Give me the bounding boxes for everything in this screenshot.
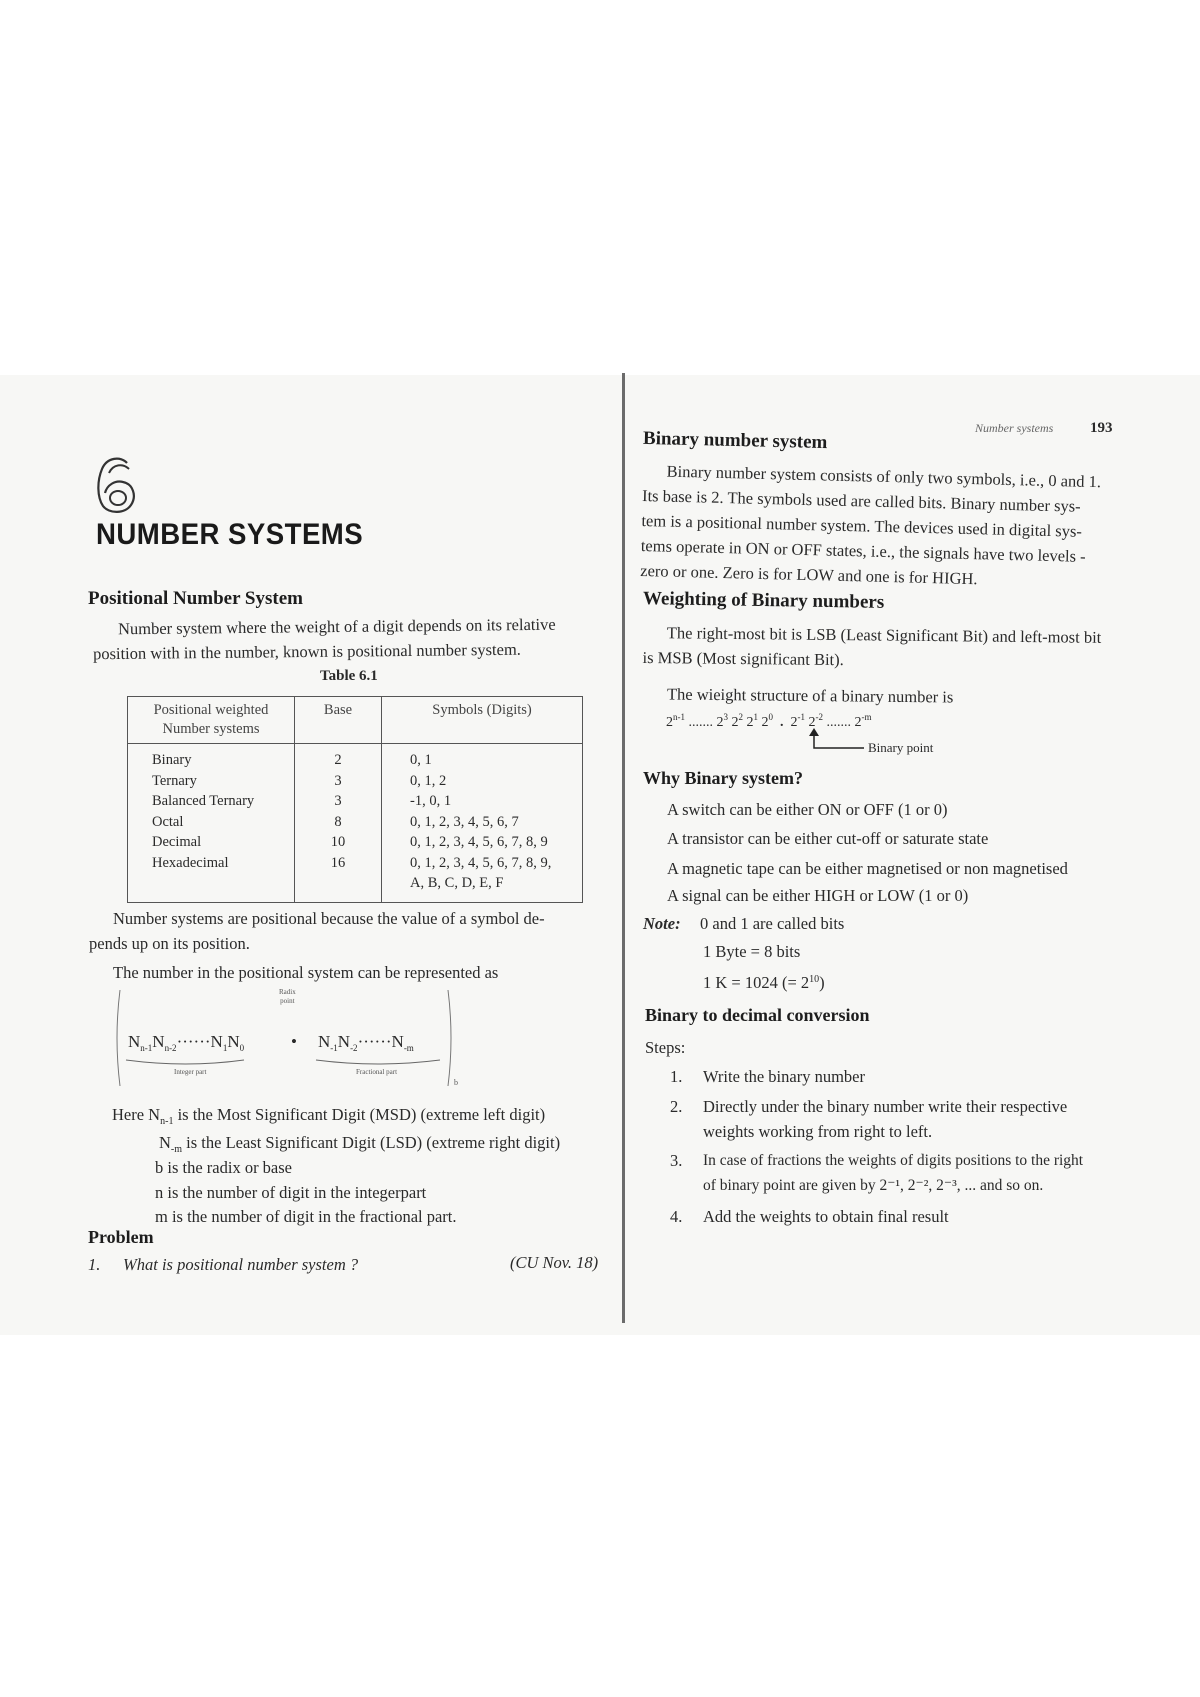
table-cell: Ternary [152,772,197,789]
table-cell: Hexadecimal [152,854,229,871]
binary-line: zero or one. Zero is for LOW and one is for HIGH. [640,560,978,589]
chapter-number-outline [93,455,139,515]
page-number: 193 [1090,420,1113,436]
problem-heading: Problem [88,1227,154,1247]
para3: The number in the positional system can be represented as [113,963,499,982]
intro-line-2: position with in the number, known is positional number system. [92,639,521,664]
radix-point-dot: • [291,1032,297,1051]
binary-point-label: Binary point [868,740,934,755]
steps-list: 1. Write the binary number 2. Directly under the binary number write their respective weights working from right to left. 3. In case of fractions the weights of digits positions to the right of binary point are given by 2⁻¹, 2⁻², 2⁻³, ... and so on. 4. Add the weights to obtain final result [670,1067,1084,1226]
binary-paragraph [640,458,1123,595]
weight-structure-text: The wieight structure of a binary number is [666,684,954,707]
table-cell: 0, 1, 2 [410,772,447,789]
why-line: A magnetic tape can be either magnetised or non magnetised [667,859,1068,878]
steps-label: Steps: [645,1038,686,1057]
table-cell: 3 [334,772,342,789]
table-header-systems: Positional weighted Number systems [128,697,295,744]
chapter-title: NUMBER SYSTEMS [96,518,364,551]
why-binary-heading: Why Binary system? [643,768,804,788]
page-gutter [622,373,625,1323]
problem-1-text: What is positional number system ? [123,1255,359,1274]
table-cell [152,873,286,894]
intro-line-1: Number system where the weight of a digit depends on its relative [117,614,556,639]
table-cell: 0, 1 [410,752,432,768]
weighting-line: The right-most bit is LSB (Least Significant Bit) and left-most bit [666,623,1102,647]
base-subscript: b [454,1078,458,1087]
why-line: A transistor can be either cut-off or saturate state [667,829,989,848]
binary-point-arrow [806,726,866,756]
weight-structure-formula: 2$^{n-1}$ ....... $2^3$ $2^2$ $2^1$ $2^0$ . $2^{-1}$ $2^{-2}$ ....... $2^{-m}$ [666,712,872,730]
problem-1-number: 1. [88,1255,101,1274]
point-label: point [280,997,295,1005]
integer-digits: $N_{n-1}N_{n-2}\cdot\cdot\cdot\cdot\cdot\cdot N_1N_0$ [128,1032,245,1053]
problem-1-reference: (CU Nov. 18) [510,1253,599,1272]
why-line: A signal can be either HIGH or LOW (1 or 0) [667,886,969,905]
note-line: 0 and 1 are called bits [700,914,845,933]
binary-line: Binary number system consists of only two symbols, i.e., 0 and 1. [666,461,1102,492]
here-n: n is the number of digit in the integerpart [155,1183,427,1202]
table-caption: Table 6.1 [320,668,378,684]
here-lsd: $N_{-m}$ is the Least Significant Digit (LSD) (extreme right digit) [159,1133,561,1155]
table-header-symbols: Symbols (Digits) [382,697,583,744]
weighting-line: is MSB (Most significant Bit). [642,647,844,670]
table-cell: A, B, C, D, E, F [410,875,504,891]
section-heading-positional: Positional Number System [88,588,303,609]
integer-part-label: Integer part [174,1068,207,1076]
table-header-base: Base [295,697,382,744]
table-cell [303,873,373,894]
table-cell: Binary [152,752,192,768]
binary-line: tem is a positional number system. The devices used in digital sys- [641,510,1083,541]
para2-line-2: pends up on its position. [89,934,250,953]
note-line: 1 Byte = 8 bits [703,942,801,961]
table-cell: 0, 1, 2, 3, 4, 5, 6, 7, 8, 9, [410,854,552,871]
here-radix: b is the radix or base [155,1158,293,1177]
conversion-heading: Binary to decimal conversion [645,1005,870,1025]
para2-line-1: Number systems are positional because the value of a symbol de- [113,909,545,928]
table-cell: 3 [334,793,342,809]
weighting-heading: Weighting of Binary numbers [642,588,885,613]
fractional-part-label: Fractional part [356,1068,398,1076]
table-cell: Balanced Ternary [152,793,255,809]
radix-diagram [116,988,458,1088]
running-head: Number systems [975,421,1054,435]
number-systems-table [127,696,583,903]
note-kilo: 1 K = 1024 (= $2^{10}$) [703,973,825,992]
table-cell: -1, 0, 1 [410,793,452,809]
why-line: A switch can be either ON or OFF (1 or 0) [667,800,948,819]
table-cell: Octal [152,813,184,830]
table-cell: 10 [330,834,346,850]
radix-label: Radix [279,988,296,996]
note-label: Note: [643,914,681,933]
binary-line: Its base is 2. The symbols used are called bits. Binary number sys- [641,485,1081,516]
table-cell: 16 [330,854,346,871]
table-cell: 0, 1, 2, 3, 4, 5, 6, 7 [410,813,519,830]
binary-line: tems operate in ON or OFF states, i.e., the signals have two levels - [640,535,1086,566]
table-cell: 0, 1, 2, 3, 4, 5, 6, 7, 8, 9 [410,834,548,850]
here-m: m is the number of digit in the fractional part. [155,1207,457,1226]
table-cell: 2 [334,752,342,768]
table-cell: Decimal [152,834,202,850]
here-msd: Here $N_{n-1}$ is the Most Significant Digit (MSD) (extreme left digit) [112,1105,546,1127]
fraction-digits: $N_{-1}N_{-2}\cdot\cdot\cdot\cdot\cdot\cdot N_{-m}$ [318,1032,414,1053]
binary-number-system-heading: Binary number system [642,427,828,454]
weighting-paragraph [642,620,1101,675]
table-cell: 8 [334,813,342,830]
